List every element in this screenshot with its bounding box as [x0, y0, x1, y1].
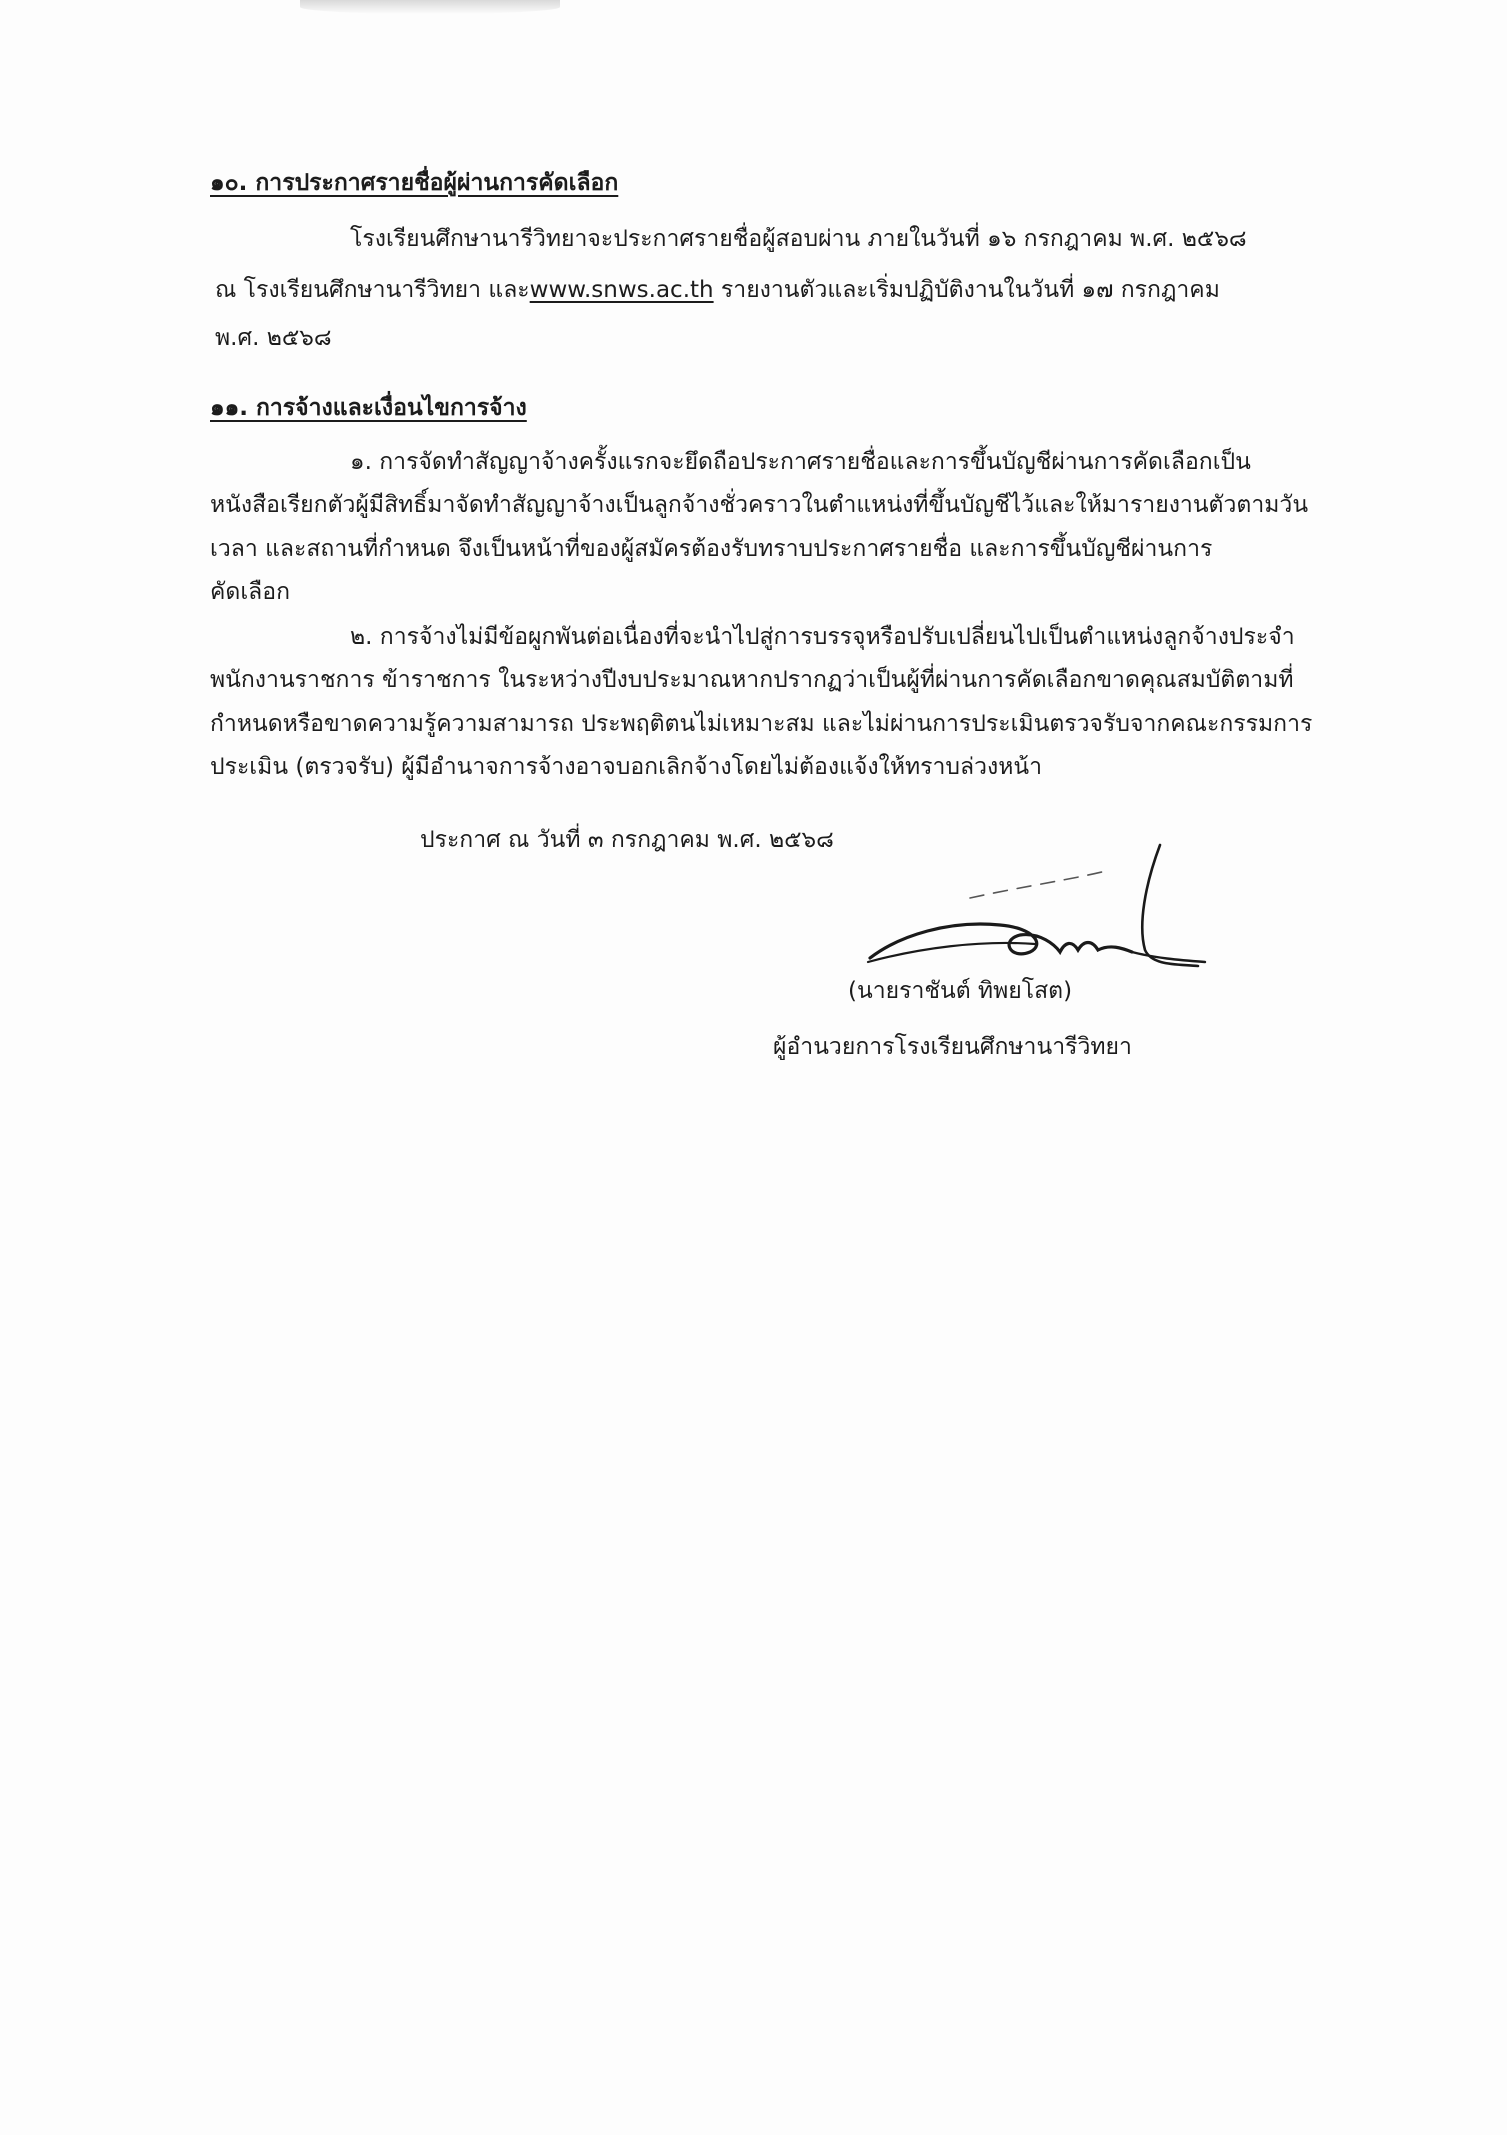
- signatory-name: (นายราชันต์ ทิพยโสต): [848, 978, 1073, 1004]
- section-10-line-2-suffix: รายงานตัวและเริ่มปฏิบัติงานในวันที่ ๑๗ กรกฎาคม: [713, 277, 1220, 303]
- section-10-line-1: โรงเรียนศึกษานารีวิทยาจะประกาศรายชื่อผู้สอบผ่าน ภายในวันที่ ๑๖ กรกฎาคม พ.ศ. ๒๕๖๘: [350, 226, 1247, 252]
- section-10-line-2: [215, 275, 1220, 305]
- section-10-heading: ๑๐. การประกาศรายชื่อผู้ผ่านการคัดเลือก: [210, 170, 619, 196]
- section-11-item-2-line-4: ประเมิน (ตรวจรับ) ผู้มีอำนาจการจ้างอาจบอกเลิกจ้างโดยไม่ต้องแจ้งให้ทราบล่วงหน้า: [210, 754, 1043, 780]
- section-11-item-1-line-2: หนังสือเรียกตัวผู้มีสิทธิ์มาจัดทำสัญญาจ้างเป็นลูกจ้างชั่วคราวในตำแหน่งที่ขึ้นบัญชีไว้และให้มารายงานตัวตามวัน: [210, 492, 1309, 518]
- scan-shadow: [300, 0, 560, 14]
- signature-image: [860, 840, 1220, 990]
- signature-icon: [860, 840, 1220, 990]
- section-11-item-1-line-3: เวลา และสถานที่กำหนด จึงเป็นหน้าที่ของผู้สมัครต้องรับทราบประกาศรายชื่อ และการขึ้นบัญชีผ่านการ: [210, 536, 1213, 562]
- section-11-item-2-line-1: ๒. การจ้างไม่มีข้อผูกพันต่อเนื่องที่จะนำไปสู่การบรรจุหรือปรับเปลี่ยนไปเป็นตำแหน่งลูกจ้างประจำ: [350, 624, 1295, 650]
- section-11-item-1-line-1: ๑. การจัดทำสัญญาจ้างครั้งแรกจะยึดถือประกาศรายชื่อและการขึ้นบัญชีผ่านการคัดเลือกเป็น: [350, 449, 1251, 475]
- section-10-line-2-prefix: ณ โรงเรียนศึกษานารีวิทยา และ: [215, 277, 530, 303]
- section-11-item-1-line-4: คัดเลือก: [210, 579, 291, 605]
- section-11-item-2-line-2: พนักงานราชการ ข้าราชการ ในระหว่างปีงบประมาณหากปรากฏว่าเป็นผู้ที่ผ่านการคัดเลือกขาดคุณสมบัติตามที่: [210, 667, 1294, 693]
- section-10-line-3: พ.ศ. ๒๕๖๘: [215, 325, 332, 351]
- signatory-position: ผู้อำนวยการโรงเรียนศึกษานารีวิทยา: [773, 1034, 1132, 1060]
- announcement-date: ประกาศ ณ วันที่ ๓ กรกฎาคม พ.ศ. ๒๕๖๘: [420, 827, 834, 853]
- section-11-heading: ๑๑. การจ้างและเงื่อนไขการจ้าง: [210, 395, 527, 421]
- section-11-item-2-line-3: กำหนดหรือขาดความรู้ความสามารถ ประพฤติตนไม่เหมาะสม และไม่ผ่านการประเมินตรวจรับจากคณะกรรมการ: [210, 711, 1313, 737]
- school-website-link[interactable]: www.snws.ac.th: [529, 277, 714, 303]
